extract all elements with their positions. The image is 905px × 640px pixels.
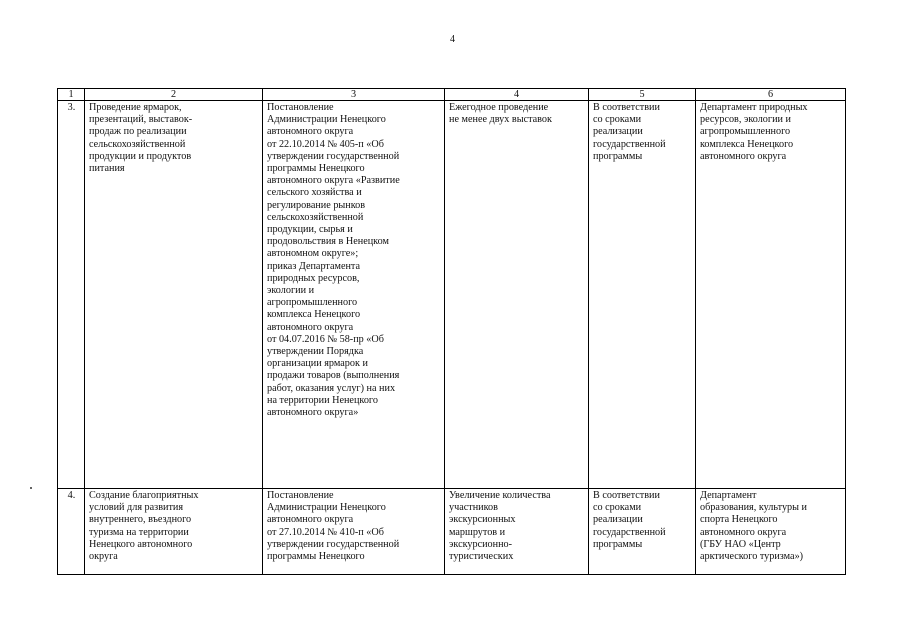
table-row — [58, 101, 846, 489]
row-number: 4. — [58, 489, 85, 575]
scan-speck — [30, 487, 32, 489]
measure-name-cell: Проведение ярмарок, презентаций, выставок- продаж по реализации сельскохозяйственной продукции и продуктов питания — [85, 101, 263, 489]
deadline-cell: В соответствии со сроками реализации государственной программы — [589, 489, 696, 575]
responsible-cell: Департамент образования, культуры и спорта Ненецкого автономного округа (ГБУ НАО «Центр арктического туризма») — [696, 489, 846, 575]
expected-result-cell: Ежегодное проведение не менее двух выставок — [445, 101, 589, 489]
legal-basis-cell: Постановление Администрации Ненецкого автономного округа от 27.10.2014 № 410-п «Об утверждении государственной программы Ненецкого — [263, 489, 445, 575]
column-header: 1 — [58, 89, 85, 101]
measures-table — [57, 88, 846, 575]
page-number: 4 — [450, 34, 455, 45]
column-header: 4 — [445, 89, 589, 101]
column-header: 2 — [85, 89, 263, 101]
column-header: 6 — [696, 89, 846, 101]
deadline-cell: В соответствии со сроками реализации государственной программы — [589, 101, 696, 489]
measure-name-cell: Создание благоприятных условий для развития внутреннего, въездного туризма на территории Ненецкого автономного округа — [85, 489, 263, 575]
column-header: 5 — [589, 89, 696, 101]
expected-result-cell: Увеличение количества участников экскурсионных маршрутов и экскурсионно- туристических — [445, 489, 589, 575]
responsible-cell: Департамент природных ресурсов, экологии и агропромышленного комплекса Ненецкого автономного округа — [696, 101, 846, 489]
column-header: 3 — [263, 89, 445, 101]
row-number: 3. — [58, 101, 85, 489]
table-row — [58, 489, 846, 575]
legal-basis-cell: Постановление Администрации Ненецкого автономного округа от 22.10.2014 № 405-п «Об утверждении государственной программы Ненецкого автономного округа «Развитие сельского хозяйства и регулирование рынков сельскохозяйственной продукции, сырья и продовольствия в Ненецком автономном округе»; приказ Департамента природных ресурсов, экологии и агропромышленного комплекса Ненецкого автономного округа от 04.07.2016 № 58-пр «Об утверждении Порядка организации ярмарок и продажи товаров (выполнения работ, оказания услуг) на них на территории Ненецкого автономного округа» — [263, 101, 445, 489]
table-header-row — [58, 89, 846, 101]
